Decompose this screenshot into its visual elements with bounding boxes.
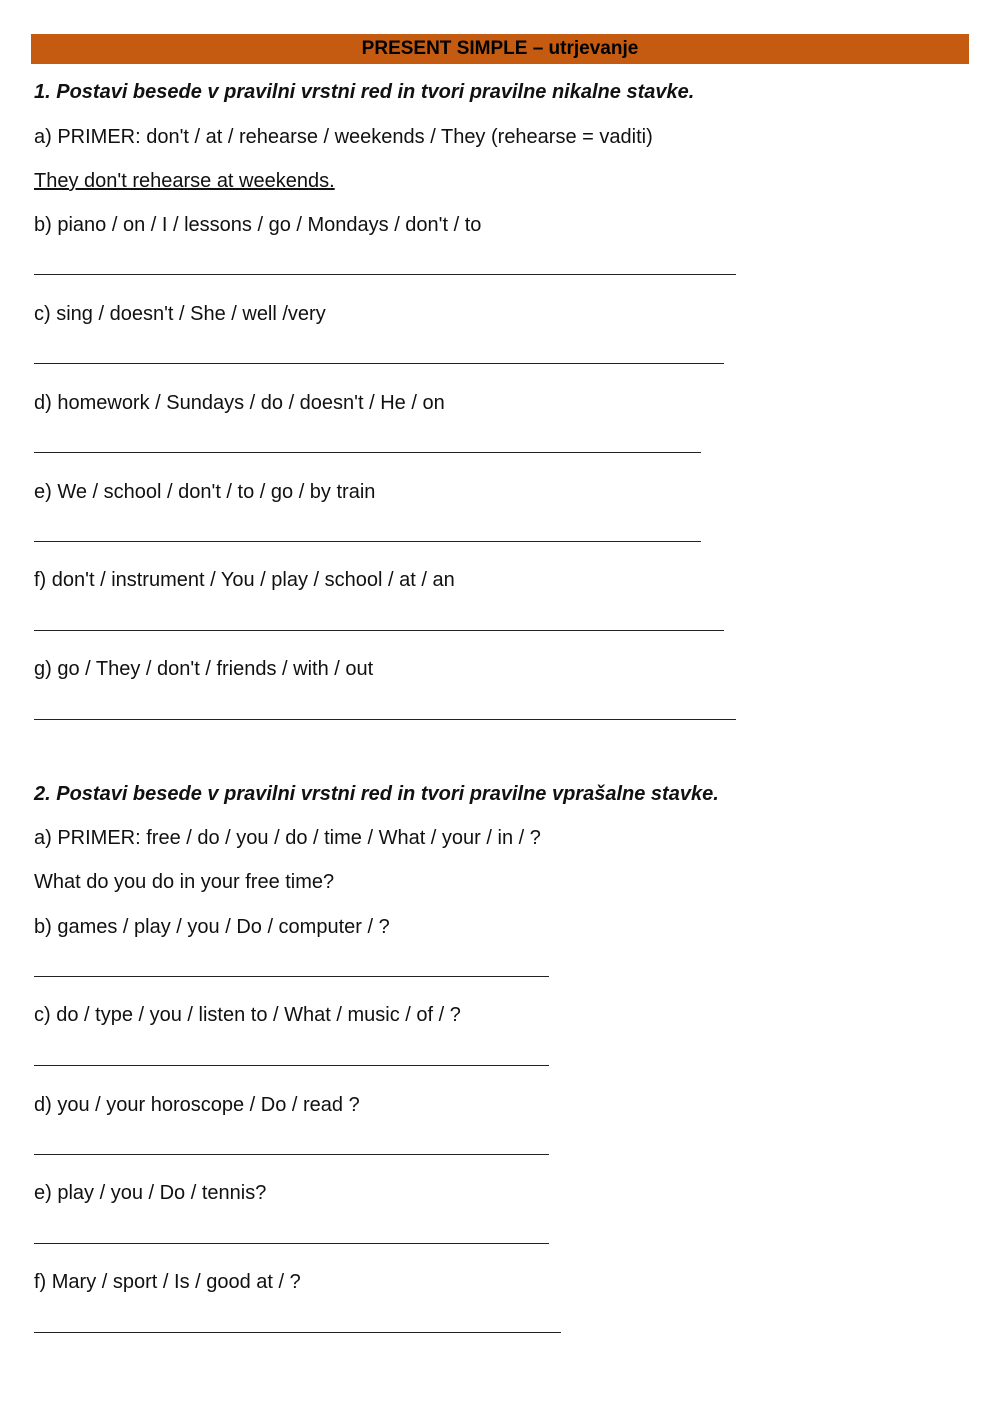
answer-line-2f[interactable]: [34, 1332, 561, 1333]
answer-line-1d[interactable]: [34, 452, 701, 453]
answer-line-2c[interactable]: [34, 1065, 549, 1066]
section-1-example-answer: They don't rehearse at weekends.: [34, 170, 335, 192]
answer-line-1c[interactable]: [34, 363, 724, 364]
section-2-item-e: e) play / you / Do / tennis?: [34, 1182, 267, 1204]
section-2-example-prompt: a) PRIMER: free / do / you / do / time / What / your / in / ?: [34, 827, 541, 849]
section-1-item-d: d) homework / Sundays / do / doesn't / He / on: [34, 392, 445, 414]
answer-line-2b[interactable]: [34, 976, 549, 977]
section-2-heading: 2. Postavi besede v pravilni vrstni red in tvori pravilne vprašalne stavke.: [34, 783, 719, 805]
section-2-item-f: f) Mary / sport / Is / good at / ?: [34, 1271, 301, 1293]
answer-line-2d[interactable]: [34, 1154, 549, 1155]
section-1-example-prompt: a) PRIMER: don't / at / rehearse / weekends / They (rehearse = vaditi): [34, 126, 653, 148]
answer-line-1e[interactable]: [34, 541, 701, 542]
section-2-item-c: c) do / type / you / listen to / What / music / of / ?: [34, 1004, 461, 1026]
page-title: PRESENT SIMPLE – utrjevanje: [31, 34, 969, 64]
section-1-item-b: b) piano / on / I / lessons / go / Mondays / don't / to: [34, 214, 482, 236]
section-1-item-c: c) sing / doesn't / She / well /very: [34, 303, 326, 325]
section-2-item-b: b) games / play / you / Do / computer / ?: [34, 916, 390, 938]
section-1-heading: 1. Postavi besede v pravilni vrstni red in tvori pravilne nikalne stavke.: [34, 81, 695, 103]
answer-line-1g[interactable]: [34, 719, 736, 720]
answer-line-1b[interactable]: [34, 274, 736, 275]
section-2-example-answer: What do you do in your free time?: [34, 871, 335, 893]
answer-line-1f[interactable]: [34, 630, 724, 631]
section-1-item-f: f) don't / instrument / You / play / school / at / an: [34, 569, 455, 591]
answer-line-2e[interactable]: [34, 1243, 549, 1244]
section-1-item-g: g) go / They / don't / friends / with / out: [34, 658, 374, 680]
section-2-item-d: d) you / your horoscope / Do / read ?: [34, 1094, 360, 1116]
section-1-item-e: e) We / school / don't / to / go / by train: [34, 481, 376, 503]
